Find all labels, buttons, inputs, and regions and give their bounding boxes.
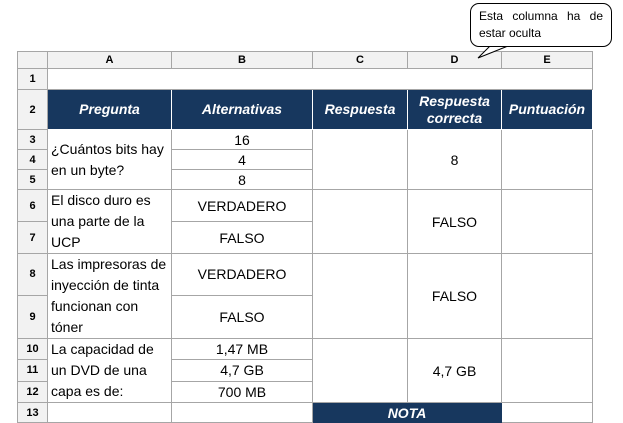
answer-cell[interactable]	[313, 130, 408, 190]
row-13	[18, 403, 593, 423]
alternative-cell[interactable]: 8	[172, 170, 313, 190]
row-1	[18, 69, 593, 90]
row-header-4[interactable]: 4	[18, 150, 48, 170]
column-header-d[interactable]: D	[408, 52, 502, 69]
row-header-1[interactable]: 1	[18, 69, 48, 90]
callout-note	[470, 3, 612, 47]
row-header-11[interactable]: 11	[18, 360, 48, 381]
question-cell[interactable]: El disco duro es una parte de la UCP	[48, 190, 172, 254]
row-3	[18, 130, 593, 150]
score-cell[interactable]	[502, 130, 593, 190]
header-pregunta[interactable]: Pregunta	[48, 90, 172, 130]
row-header-2[interactable]: 2	[18, 90, 48, 130]
row-10	[18, 339, 593, 360]
answer-cell[interactable]	[313, 254, 408, 339]
row-header-5[interactable]: 5	[18, 170, 48, 190]
question-cell[interactable]: ¿Cuántos bits hay en un byte?	[48, 130, 172, 190]
header-alternativas[interactable]: Alternativas	[172, 90, 313, 130]
select-all-corner[interactable]	[18, 52, 48, 69]
alternative-cell[interactable]: 16	[172, 130, 313, 150]
column-header-a[interactable]: A	[48, 52, 172, 69]
alternative-cell[interactable]: 700 MB	[172, 381, 313, 402]
column-header-b[interactable]: B	[172, 52, 313, 69]
alternative-cell[interactable]: 1,47 MB	[172, 339, 313, 360]
nota-score-cell[interactable]	[502, 403, 593, 423]
cell-b13[interactable]	[172, 403, 313, 423]
alternative-cell[interactable]: VERDADERO	[172, 190, 313, 222]
alternative-cell[interactable]: 4,7 GB	[172, 360, 313, 381]
question-cell[interactable]: La capacidad de un DVD de una capa es de:	[48, 339, 172, 403]
correct-answer-cell[interactable]: 4,7 GB	[408, 339, 502, 403]
row-header-12[interactable]: 12	[18, 381, 48, 402]
spreadsheet-grid	[17, 51, 593, 423]
score-cell[interactable]	[502, 190, 593, 254]
row-header-13[interactable]: 13	[18, 403, 48, 423]
correct-answer-cell[interactable]: FALSO	[408, 254, 502, 339]
row-header-7[interactable]: 7	[18, 222, 48, 254]
row-8	[18, 254, 593, 296]
alternative-cell[interactable]: 4	[172, 150, 313, 170]
header-puntuacion[interactable]: Puntuación	[502, 90, 593, 130]
row-header-6[interactable]: 6	[18, 190, 48, 222]
column-header-row	[18, 52, 593, 69]
cell-a1[interactable]	[48, 69, 593, 90]
column-header-e[interactable]: E	[502, 52, 593, 69]
column-header-c[interactable]: C	[313, 52, 408, 69]
nota-label[interactable]: NOTA	[313, 403, 502, 423]
question-cell[interactable]: Las impresoras de inyección de tinta funcionan con tóner	[48, 254, 172, 339]
alternative-cell[interactable]: FALSO	[172, 222, 313, 254]
alternative-cell[interactable]: FALSO	[172, 295, 313, 338]
answer-cell[interactable]	[313, 190, 408, 254]
correct-answer-cell[interactable]: FALSO	[408, 190, 502, 254]
row-header-8[interactable]: 8	[18, 254, 48, 296]
callout-text: Esta columna ha de estar oculta	[479, 9, 603, 40]
alternative-cell[interactable]: VERDADERO	[172, 254, 313, 296]
row-header-10[interactable]: 10	[18, 339, 48, 360]
header-respuesta-correcta[interactable]: Respuesta correcta	[408, 90, 502, 130]
correct-answer-cell[interactable]: 8	[408, 130, 502, 190]
row-header-3[interactable]: 3	[18, 130, 48, 150]
answer-cell[interactable]	[313, 339, 408, 403]
row-header-9[interactable]: 9	[18, 295, 48, 338]
row-6	[18, 190, 593, 222]
header-respuesta[interactable]: Respuesta	[313, 90, 408, 130]
score-cell[interactable]	[502, 254, 593, 339]
row-2	[18, 90, 593, 130]
cell-a13[interactable]	[48, 403, 172, 423]
score-cell[interactable]	[502, 339, 593, 403]
